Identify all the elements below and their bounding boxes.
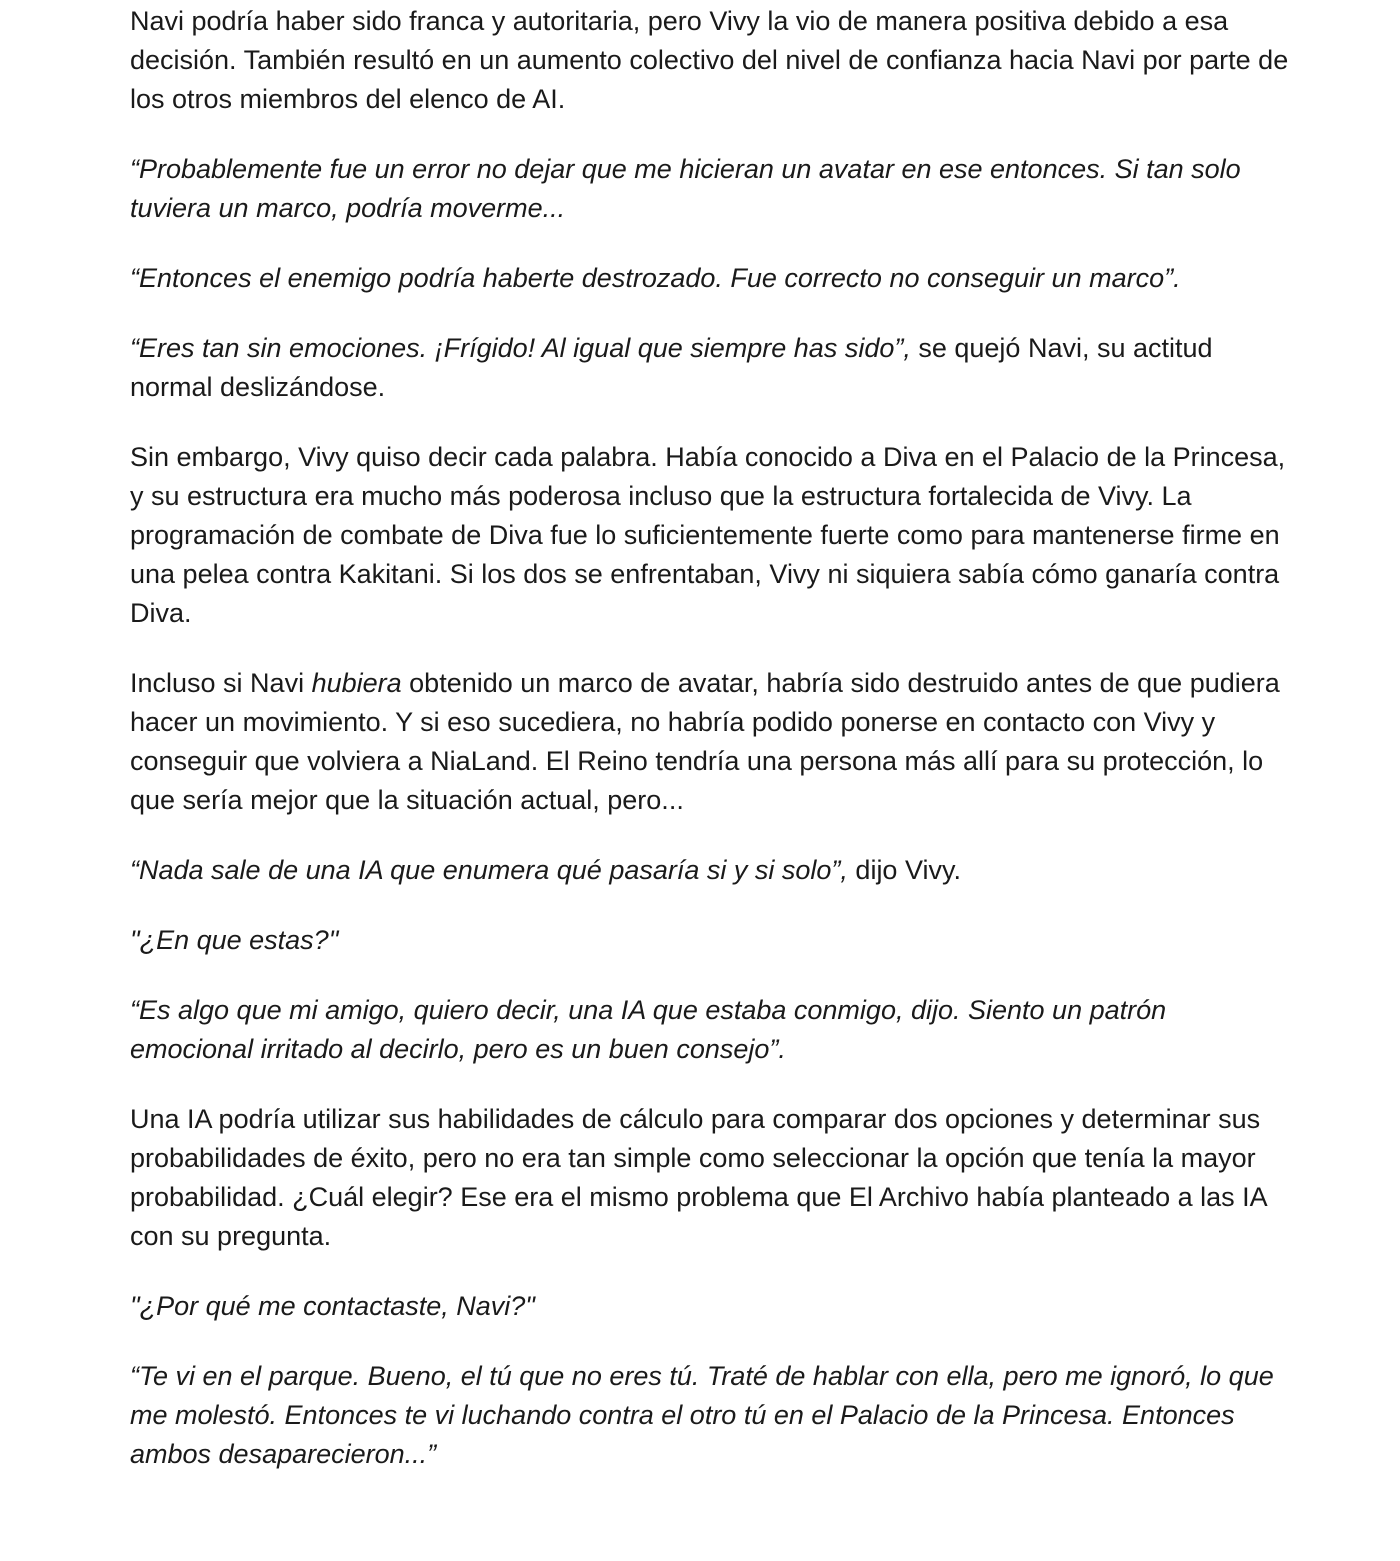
text-segment: Sin embargo, Vivy quiso decir cada palabra. Había conocido a Diva en el Palacio de la Princesa, y su estructura era mucho más poderosa incluso que la estructura fortalecida de Vivy. La programación de combate de Diva fue lo suficientemente fuerte como para mantenerse firme en una pelea contra Kakitani. Si los dos se enfrentaban, Vivy ni siquiera sabía cómo ganaría contra Diva.: [130, 442, 1286, 628]
text-segment-italic: "¿En que estas?": [130, 925, 339, 955]
paragraph: [130, 1100, 1290, 1256]
paragraph: [130, 1357, 1290, 1474]
text-segment: dijo Vivy.: [847, 855, 961, 885]
text-segment-italic: “Eres tan sin emociones. ¡Frígido! Al igual que siempre has sido”,: [130, 333, 911, 363]
paragraph: [130, 259, 1290, 298]
text-segment: Una IA podría utilizar sus habilidades de cálculo para comparar dos opciones y determinar sus probabilidades de éxito, pero no era tan simple como seleccionar la opción que tenía la mayor probabilidad. ¿Cuál elegir? Ese era el mismo problema que El Archivo había planteado a las IA con su pregunta.: [130, 1104, 1267, 1251]
text-segment-italic: “Te vi en el parque. Bueno, el tú que no eres tú. Traté de hablar con ella, pero me ignoró, lo que me molestó. Entonces te vi luchando contra el otro tú en el Palacio de la Princesa. Entonces ambos desaparecieron...”: [130, 1361, 1274, 1469]
text-segment-italic: “Es algo que mi amigo, quiero decir, una IA que estaba conmigo, dijo. Siento un patrón emocional irritado al decirlo, pero es un buen consejo”.: [130, 995, 1167, 1064]
paragraph: [130, 851, 1290, 890]
text-segment: Navi podría haber sido franca y autoritaria, pero Vivy la vio de manera positiva debido a esa decisión. También resultó en un aumento colectivo del nivel de confianza hacia Navi por parte de los otros miembros del elenco de AI.: [130, 6, 1289, 114]
text-segment-italic: "¿Por qué me contactaste, Navi?": [130, 1291, 535, 1321]
paragraph: [130, 991, 1290, 1069]
paragraph: [130, 2, 1290, 119]
document-page: [130, 0, 1290, 1505]
text-segment: Incluso si Navi: [130, 668, 312, 698]
paragraph: [130, 664, 1290, 820]
paragraph: [130, 921, 1290, 960]
paragraph: [130, 150, 1290, 228]
paragraph: [130, 1287, 1290, 1326]
text-segment-italic: hubiera: [311, 668, 402, 698]
text-segment-italic: “Probablemente fue un error no dejar que me hicieran un avatar en ese entonces. Si tan solo tuviera un marco, podría moverme...: [130, 154, 1241, 223]
text-segment: se quejó Navi, su actitud normal deslizándose.: [130, 333, 1213, 402]
text-segment-italic: “Entonces el enemigo podría haberte destrozado. Fue correcto no conseguir un marco”.: [130, 263, 1181, 293]
paragraph: [130, 438, 1290, 633]
text-segment: obtenido un marco de avatar, habría sido destruido antes de que pudiera hacer un movimiento. Y si eso sucediera, no habría podido ponerse en contacto con Vivy y conseguir que volviera a NiaLand. El Reino tendría una persona más allí para su protección, lo que sería mejor que la situación actual, pero...: [130, 668, 1280, 815]
text-segment-italic: “Nada sale de una IA que enumera qué pasaría si y si solo”,: [130, 855, 848, 885]
paragraph: [130, 329, 1290, 407]
